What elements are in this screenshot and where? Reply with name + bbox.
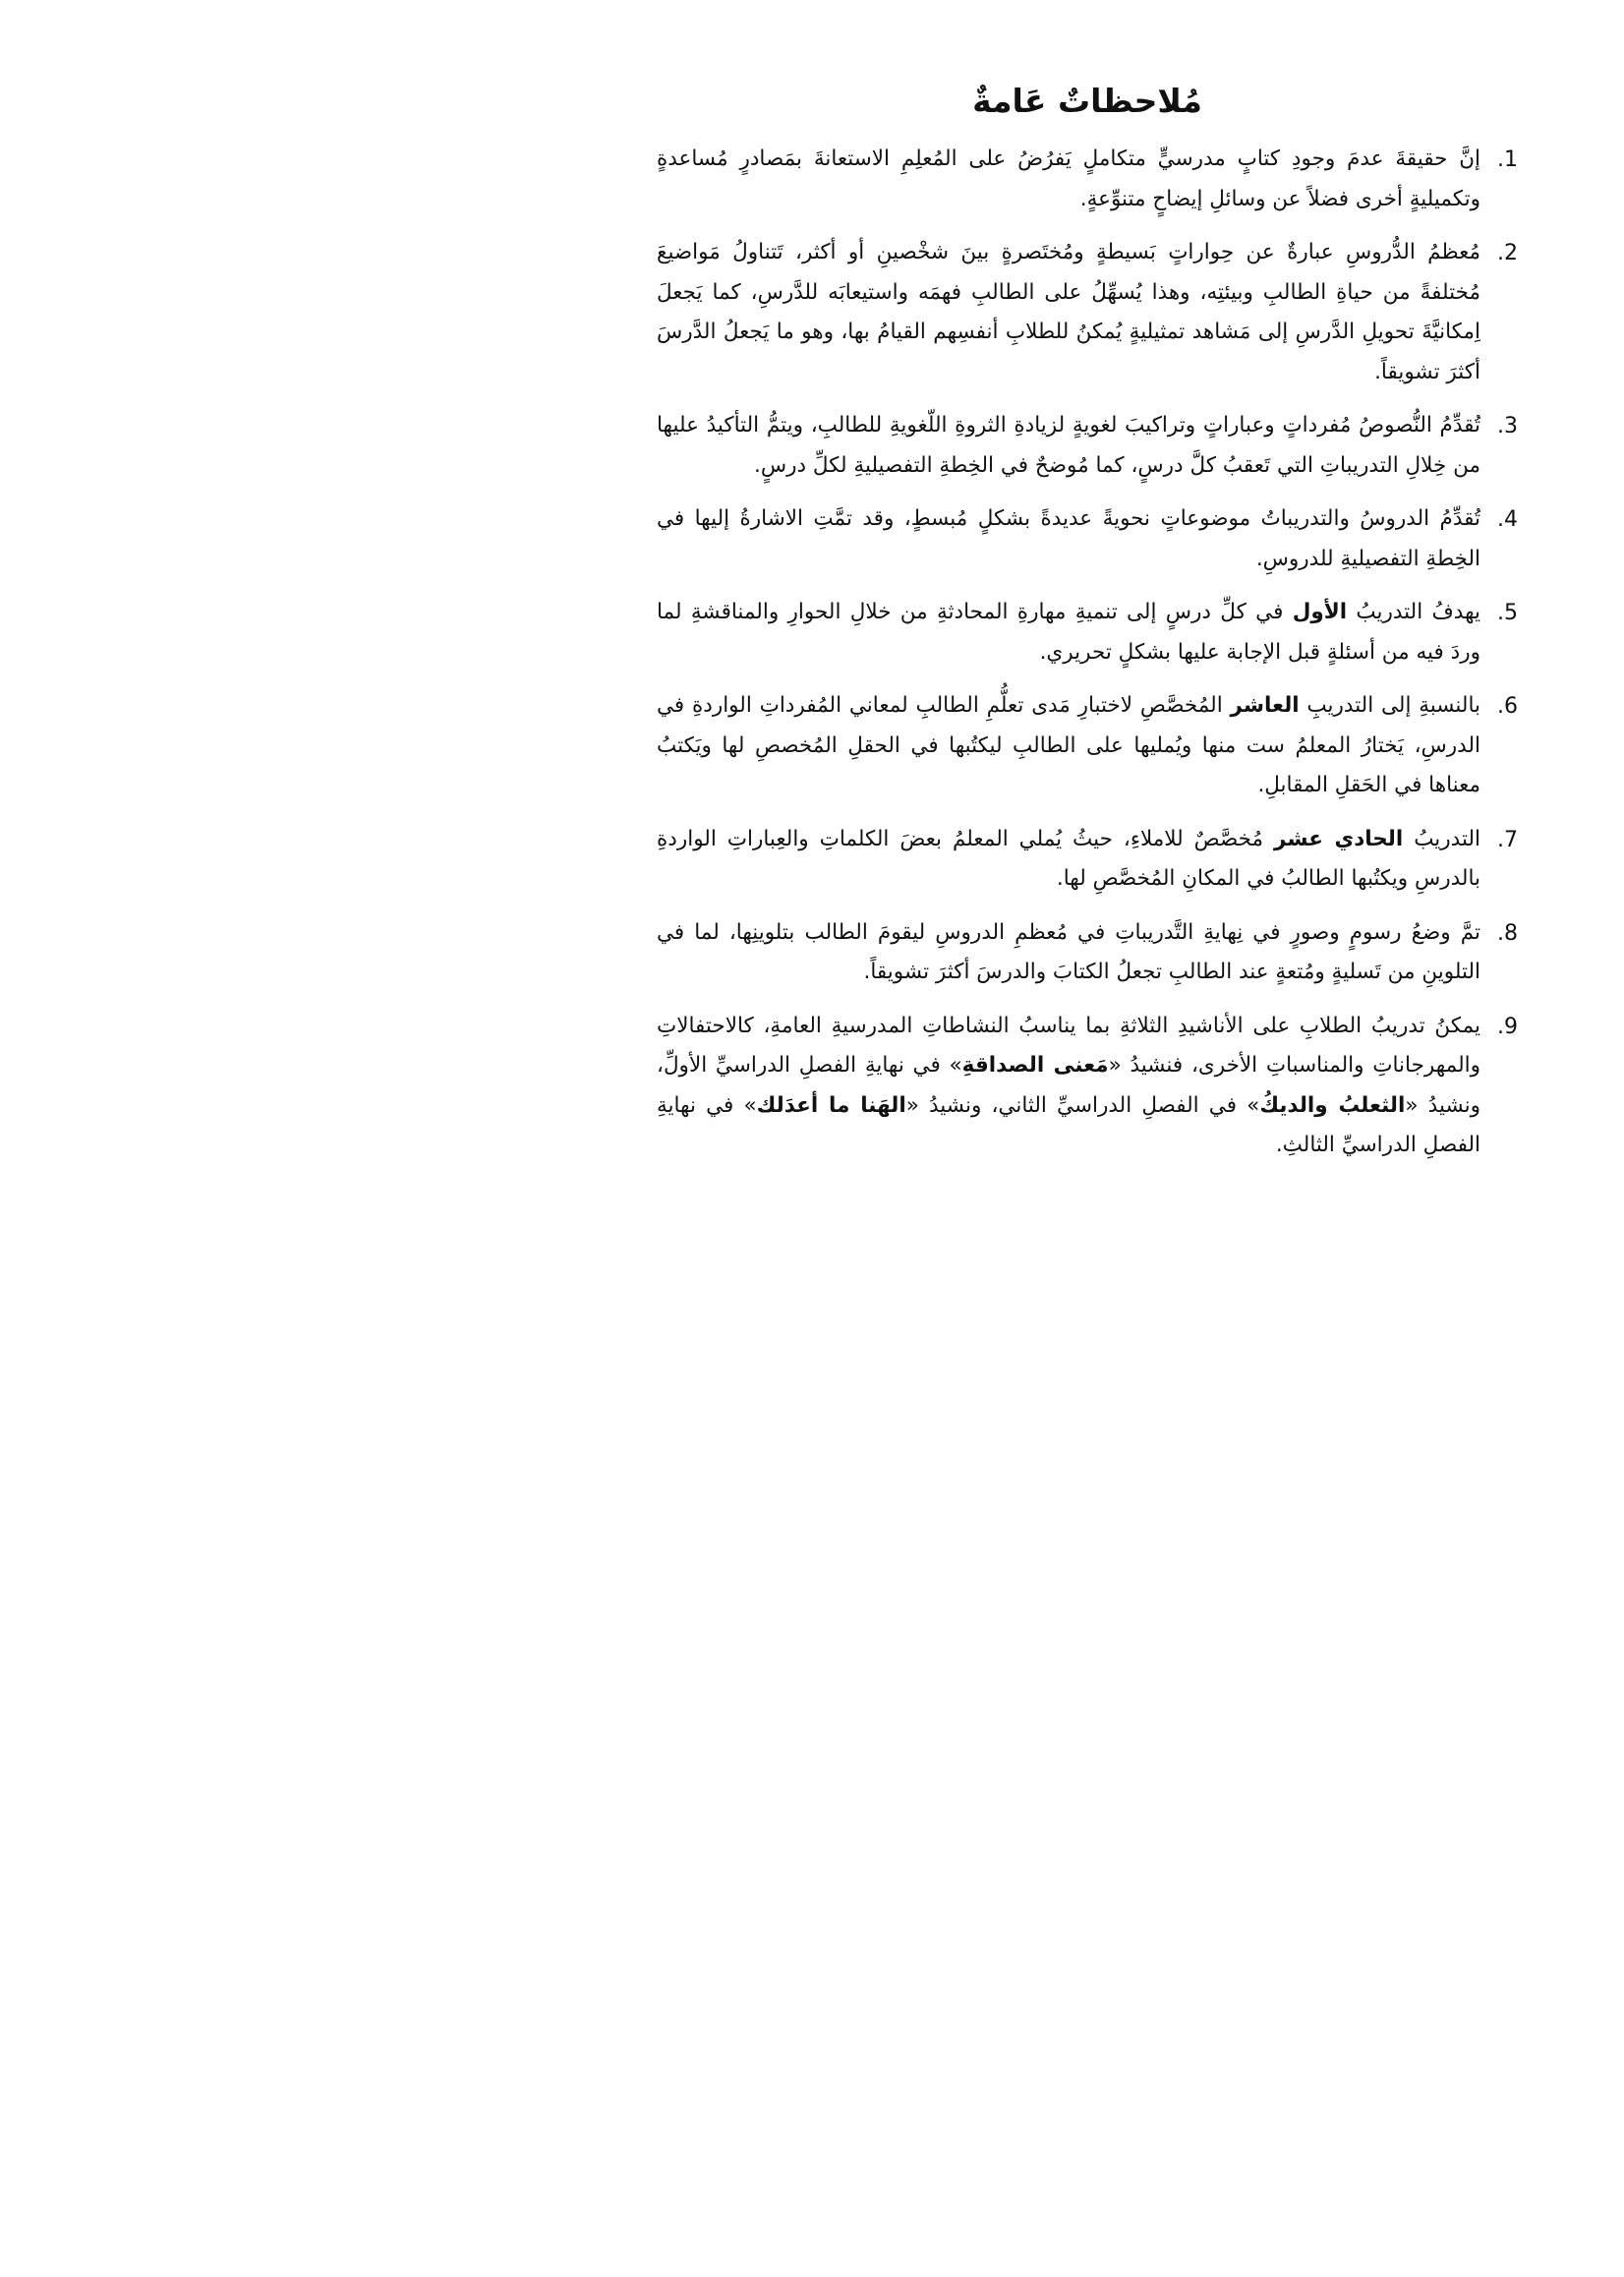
note-text	[657, 1007, 1480, 1166]
note-number: 8.	[1497, 920, 1518, 946]
note-text	[657, 686, 1480, 806]
note-text-segment: تُقدِّمُ النُّصوصُ مُفرداتٍ وعباراتٍ وتراكيبَ لغويةٍ لزيادةِ الثروةِ اللّغويةِ للطالبِ، ويتمُّ التأكيدُ عليها من خِلالِ التدريباتِ التي تَعقبُ كلَّ درسٍ، كما مُوضحٌ في الخِطةِ التفصيليةِ لكلِّ درسٍ.	[657, 413, 1480, 478]
note-item	[657, 1007, 1518, 1166]
note-text-segment: المُخصَّصِ لاختبارِ مَدى تعلُّمِ الطالبِ لمعاني المُفرداتِ الواردةِ في الدرسِ، يَختارُ المعلمُ ست منها ويُمليها على الطالبِ ليكتُبها في الحقلِ المُخصصِ لها ويَكتبُ معناها في الحَقلِ المقابلِ.	[657, 693, 1480, 797]
song-title: الثعلبُ والديكُ	[1259, 1092, 1406, 1118]
note-number: 4.	[1497, 507, 1518, 532]
note-text-segment: بالنسبةِ إلى التدريبِ	[1299, 693, 1480, 718]
note-number: 2.	[1497, 241, 1518, 265]
note-text-segment: » في الفصلِ الدراسيِّ الثاني، ونشيدُ «	[905, 1092, 1260, 1118]
note-text-segment: تمَّ وضعُ رسومٍ وصورٍ في نِهايةِ التَّدريباتِ في مُعظمِ الدروسِ ليقومَ الطالب بتلوينِها، لما في التلوينِ من تَسليةٍ ومُتعةٍ عند الطالبِ تجعلُ الكتابَ والدرسَ أكثرَ تشويقاً.	[657, 919, 1480, 984]
note-number: 6.	[1497, 694, 1518, 719]
song-title: مَعنى الصداقةِ	[961, 1053, 1109, 1078]
note-text	[657, 820, 1480, 900]
note-item	[657, 593, 1518, 672]
bold-term: الحادي عشر	[1273, 826, 1404, 851]
note-text-segment: تُقدِّمُ الدروسُ والتدريباتُ موضوعاتٍ نحويةً عديدةً بشكلٍ مُبسطٍ، وقد تمَّتِ الاشارةُ إليها في الخِطةِ التفصيليةِ للدروسِ.	[657, 506, 1480, 571]
note-text-segment: في كلِّ درسٍ إلى تنميةِ مهارةِ المحادثةِ من خلالِ الحوارِ والمناقشةِ لما وردَ فيه من أسئلةٍ قبل الإجابة عليها بشكلٍ تحريري.	[657, 600, 1480, 665]
note-text-segment: » في نهايةِ الفصلِ الدراسيِّ الأولِّ، ونشيدُ «	[657, 1053, 1480, 1118]
note-text-segment: التدريبُ	[1403, 826, 1480, 851]
note-text	[657, 593, 1480, 672]
note-number: 7.	[1497, 827, 1518, 852]
note-text-segment: مُعظمُ الدُّروسِ عبارةٌ عن حِواراتٍ بَسيطةٍ ومُختَصرةٍ بينَ شخْصينِ أو أكثر، تَتناولُ مَواضيعَ مُختلفةً من حياةِ الطالبِ وبيئتِه، وهذا يُسهِّلُ على الطالبِ فهمَه واستيعابَه للدَّرسِ، كما يَجعلَ اِمكانيَّةَ تحويلِ الدَّرسِ إلى مَشاهد تمثيليةٍ يُمكنُ للطلابِ أنفسِهم القيامُ بها، وهو ما يَجعلُ الدَّرسَ أكثرَ تشويقاً.	[657, 240, 1480, 384]
note-text-segment: » في نهايةِ الفصلِ الدراسيِّ الثالثِ.	[657, 1092, 1480, 1157]
note-item	[657, 140, 1518, 219]
song-title: الهَنا ما أعدَلك	[756, 1092, 906, 1118]
note-number: 1.	[1497, 147, 1518, 172]
note-text	[657, 406, 1480, 486]
note-text-segment: يهدفُ التدريبُ	[1347, 600, 1480, 624]
document-page	[657, 77, 1518, 1502]
note-number: 5.	[1497, 601, 1518, 625]
note-number: 3.	[1497, 414, 1518, 438]
note-item	[657, 233, 1518, 392]
note-text-segment: إنَّ حقيقةَ عدمَ وجودِ كتابٍ مدرسيٍّ متكاملٍ يَفرُضُ على المُعلِمِ الاستعانةَ بمَصادرٍ مُساعدةٍ وتكميليةٍ أخرى فضلاً عن وسائلِ إيضاحٍ متنوِّعةٍ.	[657, 146, 1480, 211]
note-text	[657, 913, 1480, 993]
note-text	[657, 140, 1480, 219]
note-text	[657, 233, 1480, 392]
note-item	[657, 820, 1518, 900]
note-text	[657, 499, 1480, 579]
note-item	[657, 499, 1518, 579]
bold-term: الأول	[1292, 600, 1348, 624]
note-item	[657, 406, 1518, 486]
note-number: 9.	[1497, 1014, 1518, 1039]
note-text-segment: يمكنُ تدريبُ الطلابِ على الأناشيدِ الثلاثةِ بما يناسبُ النشاطاتِ المدرسيةِ العامةِ، كالاحتفالاتِ والمهرجاناتِ والمناسباتِ الأخرى، فنشيدُ «	[657, 1013, 1480, 1078]
note-item	[657, 913, 1518, 993]
page-title: مُلاحظاتٌ عَامةٌ	[972, 82, 1202, 120]
note-item	[657, 686, 1518, 806]
notes-list	[657, 140, 1518, 1166]
note-text-segment: مُخصَّصٌ للاملاءِ، حيثُ يُملي المعلمُ بعضَ الكلماتِ والعِباراتِ الواردةِ بالدرسِ ويكتُبها الطالبُ في المكانِ المُخصَّصِ لها.	[657, 826, 1480, 891]
bold-term: العاشر	[1230, 693, 1300, 718]
